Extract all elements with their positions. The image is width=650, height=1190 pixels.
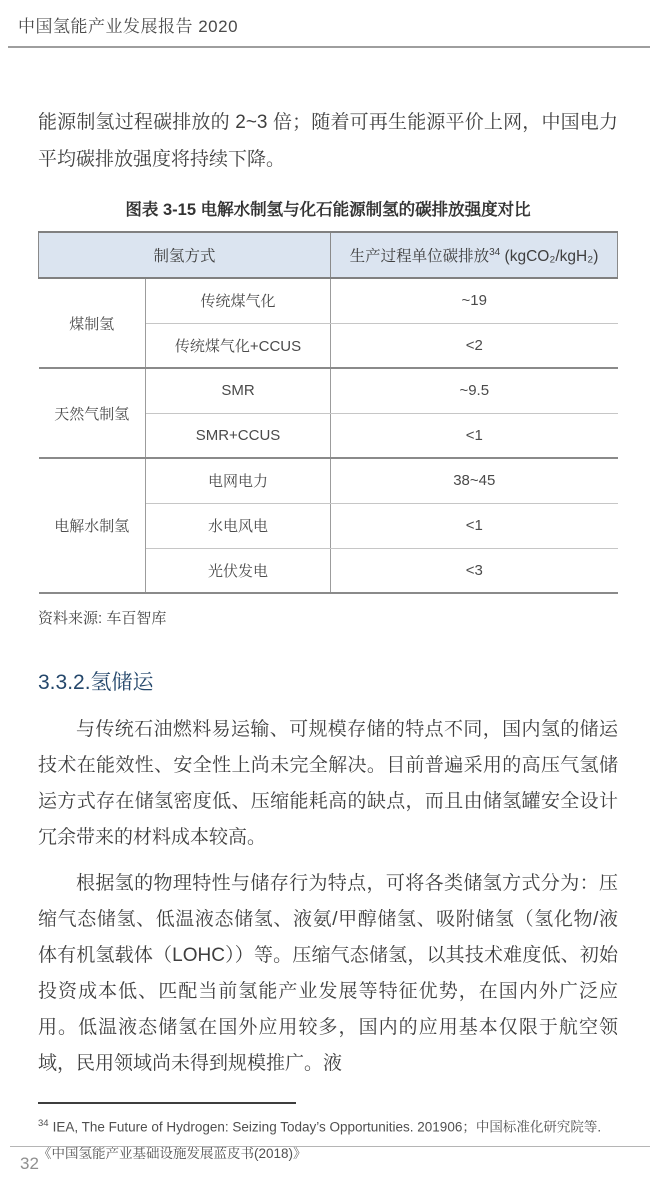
value-header-text: 生产过程单位碳排放 — [349, 248, 490, 265]
table-row — [39, 368, 618, 413]
table-source-note: 资料来源: 车百智库 — [38, 610, 167, 627]
body-paragraph: 与传统石油燃料易运输、可规模存储的特点不同，国内氢的储运技术在能效性、安全性上尚未完全解决。目前普遍采用的高压气氢储运方式存在储氢密度低、压缩能耗高的缺点，而且由储氢罐安全设计冗余带来的材料成本较高。 — [38, 719, 618, 848]
table-row — [39, 278, 618, 323]
table-cell-method: 传统煤气化 — [146, 278, 331, 323]
table-header-row — [39, 232, 618, 278]
page-footer — [0, 1146, 650, 1190]
footnote-marker: 34 — [38, 1118, 49, 1129]
value-header-unit: (kgCO₂/kgH₂) — [500, 248, 599, 265]
page-content — [0, 104, 650, 1167]
running-header — [0, 0, 650, 37]
footnote-text: IEA, The Future of Hydrogen: Seizing Today’s Opportunities. 201906；中国标准化研究院等.《中国氢能产业基础设施发展蓝皮书(2018)》 — [38, 1119, 602, 1161]
table-cell-value: ~19 — [331, 278, 618, 323]
table-caption: 图表 3-15 电解水制氢与化石能源制氢的碳排放强度对比 — [125, 201, 531, 219]
footnote-ref-marker: 34 — [489, 246, 501, 258]
footer-rule — [10, 1146, 650, 1147]
header-rule — [8, 46, 650, 48]
table-cell-value: <1 — [331, 413, 618, 458]
section-heading: 3.3.2.氢储运 — [38, 671, 154, 694]
table-cell-value: <2 — [331, 323, 618, 368]
intro-paragraph: 能源制氢过程碳排放的 2~3 倍；随着可再生能源平价上网，中国电力平均碳排放强度将持续下降。 — [38, 112, 618, 170]
table-cell-method: SMR — [146, 368, 331, 413]
report-title: 中国氢能产业发展报告 2020 — [18, 17, 239, 36]
table-cell-category: 电解水制氢 — [39, 458, 146, 593]
table-cell-value: <3 — [331, 548, 618, 593]
table-cell-method: SMR+CCUS — [146, 413, 331, 458]
table-row — [39, 458, 618, 503]
table-cell-method: 光伏发电 — [146, 548, 331, 593]
table-header-value — [331, 232, 618, 278]
table-cell-value: <1 — [331, 503, 618, 548]
table-cell-method: 水电风电 — [146, 503, 331, 548]
carbon-intensity-table — [38, 231, 618, 594]
page-number: 32 — [20, 1154, 39, 1173]
table-cell-method: 电网电力 — [146, 458, 331, 503]
footnote-rule — [38, 1102, 296, 1104]
table-header-method: 制氢方式 — [39, 232, 331, 278]
table-cell-value: 38~45 — [331, 458, 618, 503]
table-cell-category: 煤制氢 — [39, 278, 146, 368]
body-paragraph: 根据氢的物理特性与储存行为特点，可将各类储氢方式分为：压缩气态储氢、低温液态储氢、液氨/甲醇储氢、吸附储氢（氢化物/液体有机氢载体（LOHC））等。压缩气态储氢，以其技术难度低、初始投资成本低、匹配当前氢能产业发展等特征优势，在国内外广泛应用。低温液态储氢在国外应用较多，国内的应用基本仅限于航空领域，民用领域尚未得到规模推广。液 — [38, 873, 618, 1074]
table-cell-value: ~9.5 — [331, 368, 618, 413]
table-cell-method: 传统煤气化+CCUS — [146, 323, 331, 368]
table-cell-category: 天然气制氢 — [39, 368, 146, 458]
